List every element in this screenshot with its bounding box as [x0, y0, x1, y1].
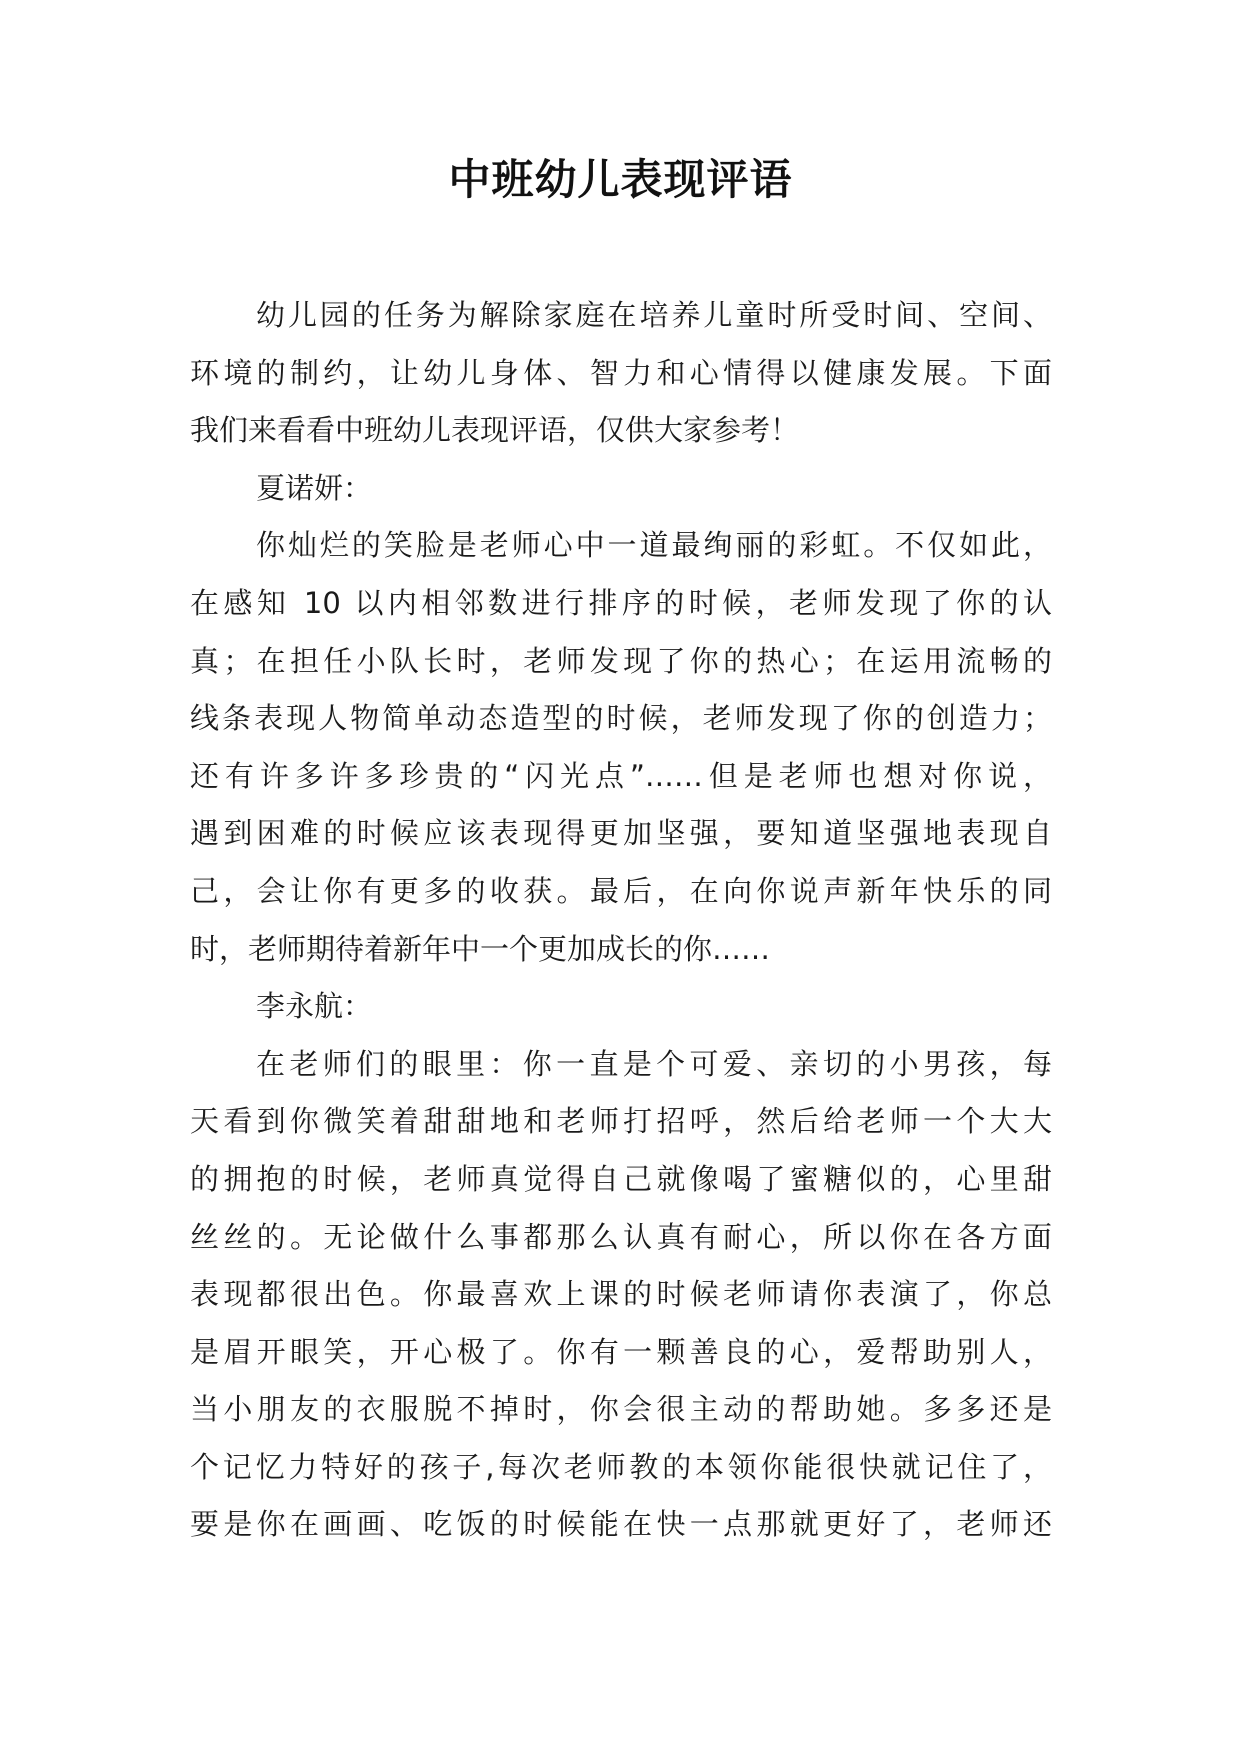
document-title: 中班幼儿表现评语 — [448, 155, 793, 204]
text-line: 在感知 10 以内相邻数进行排序的时候，老师发现了你的认 — [190, 585, 1052, 620]
text-line: 真；在担任小队长时，老师发现了你的热心；在运用流畅的 — [190, 643, 1052, 678]
text-line: 是眉开眼笑，开心极了。你有一颗善良的心，爱帮助别人， — [190, 1334, 1052, 1369]
text-line: 己，会让你有更多的收获。最后，在向你说声新年快乐的同 — [190, 873, 1052, 908]
text-line: 要是你在画画、吃饭的时候能在快一点那就更好了，老师还 — [190, 1507, 1052, 1542]
text-line: 我们来看看中班幼儿表现评语，仅供大家参考！ — [190, 413, 800, 448]
text-line: 当小朋友的衣服脱不掉时，你会很主动的帮助她。多多还是 — [190, 1392, 1052, 1427]
text-line: 表现都很出色。你最喜欢上课的时候老师请你表演了，你总 — [190, 1277, 1052, 1312]
text-line: 遇到困难的时候应该表现得更加坚强，要知道坚强地表现自 — [190, 816, 1052, 851]
text-line: 天看到你微笑着甜甜地和老师打招呼，然后给老师一个大大 — [190, 1104, 1052, 1139]
text-line: 的拥抱的时候，老师真觉得自己就像喝了蜜糖似的，心里甜 — [190, 1161, 1052, 1196]
text-line: 还有许多许多珍贵的“闪光点”……但是老师也想对你说， — [190, 758, 1052, 793]
text-line: 环境的制约，让幼儿身体、智力和心情得以健康发展。下面 — [190, 355, 1052, 390]
document-body — [190, 287, 1052, 1554]
text-line: 个记忆力特好的孩子,每次老师教的本领你能很快就记住了， — [190, 1449, 1052, 1484]
text-line: 幼儿园的任务为解除家庭在培养儿童时所受时间、空间、 — [256, 298, 1052, 332]
text-line: 你灿烂的笑脸是老师心中一道最绚丽的彩虹。不仅如此， — [256, 528, 1052, 563]
text-line: 李永航： — [256, 989, 373, 1024]
text-line: 丝丝的。无论做什么事都那么认真有耐心，所以你在各方面 — [190, 1219, 1052, 1254]
text-line: 在老师们的眼里：你一直是个可爱、亲切的小男孩，每 — [256, 1046, 1052, 1081]
text-line: 线条表现人物简单动态造型的时候，老师发现了你的创造力； — [190, 701, 1052, 736]
text-line: 时，老师期待着新年中一个更加成长的你…… — [190, 931, 771, 966]
text-line: 夏诺妍： — [256, 470, 373, 505]
